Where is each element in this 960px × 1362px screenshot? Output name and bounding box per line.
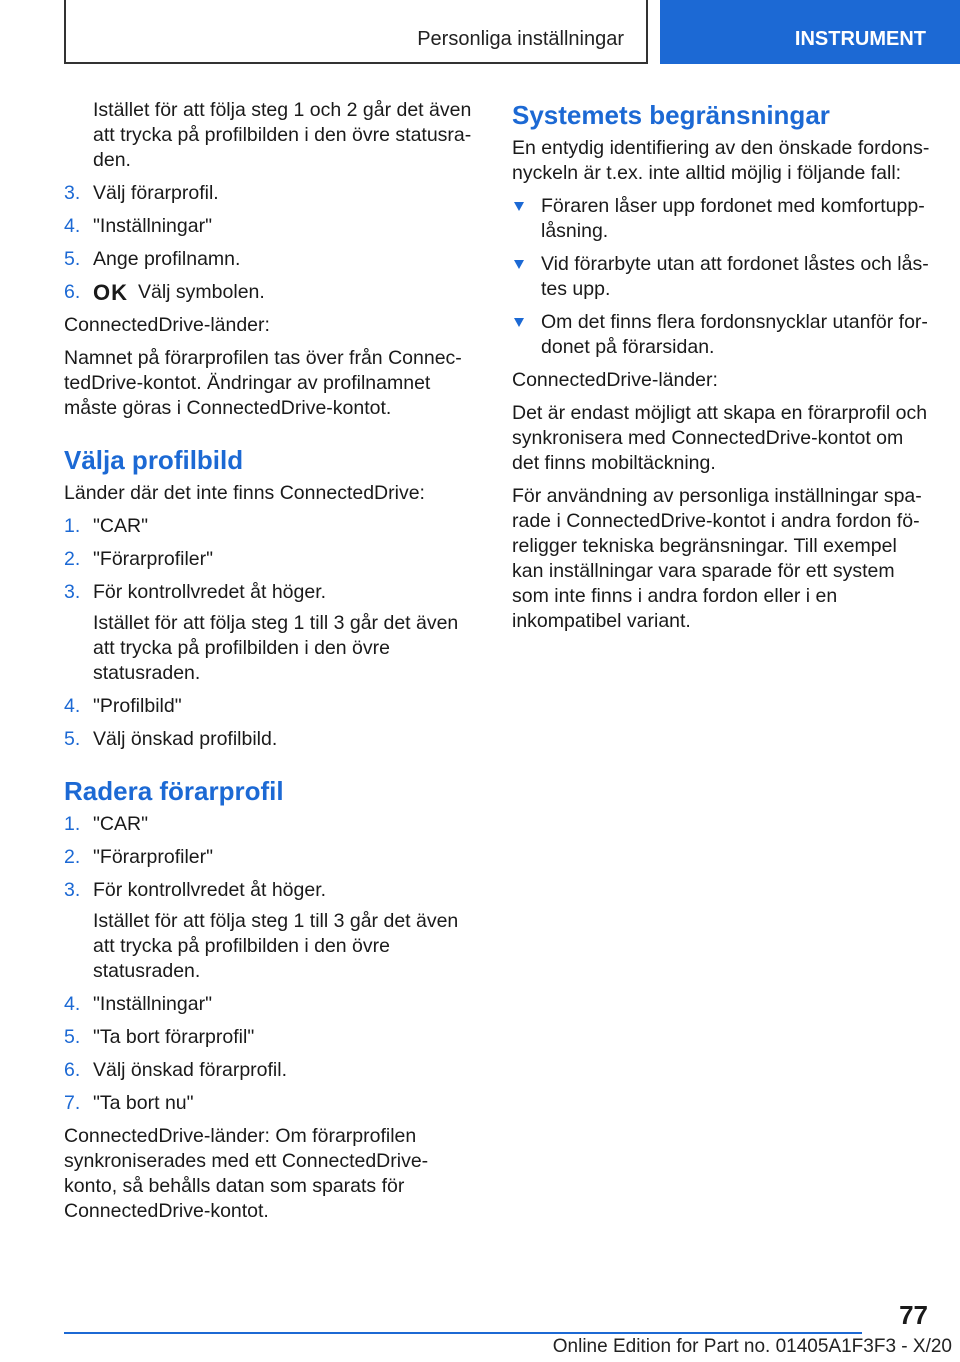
list-item — [64, 812, 478, 837]
header-chapter-tab[interactable]: INSTRUMENT — [660, 0, 960, 64]
list-item — [64, 1058, 478, 1083]
step-number: 4. — [64, 215, 81, 237]
list-item — [64, 845, 478, 870]
left-column — [64, 100, 478, 1232]
list-item — [64, 247, 478, 272]
list-item — [512, 252, 930, 302]
step-text: "Profilbild" — [93, 695, 182, 717]
step-note: Istället för att följa steg 1 till 3 går det även att trycka på profilbilden i den övre statusraden. — [93, 612, 459, 684]
step-text: Välj förarprofil. — [93, 182, 219, 204]
list-item — [64, 181, 478, 206]
step-number: 1. — [64, 515, 81, 537]
list-item — [64, 694, 478, 719]
list-item — [64, 514, 478, 539]
step-text: "CAR" — [93, 515, 149, 537]
step-number: 3. — [64, 581, 81, 603]
step-text: För kontrollvredet åt höger. — [93, 879, 327, 901]
list-item — [64, 727, 478, 752]
list-item — [512, 194, 930, 244]
section-heading-system-limits: Systemets begränsningar — [512, 100, 830, 130]
ok-icon: OK — [93, 279, 128, 305]
step-text: Välj önskad profilbild. — [93, 728, 278, 750]
footer-divider — [64, 1332, 862, 1334]
bullet-text: Föraren låser upp fordonet med komfortupplåsning. — [541, 195, 925, 242]
connecteddrive-label: ConnectedDrive-länder: — [512, 369, 718, 391]
section-heading-profile-picture: Välja profilbild — [64, 445, 244, 475]
step-number: 4. — [64, 993, 81, 1015]
paragraph: Det är endast möjligt att skapa en förarprofil och synkronisera med ConnectedDrive-kontot om det finns mobiltäckning. — [512, 402, 928, 474]
step-text: För kontrollvredet åt höger. — [93, 581, 327, 603]
step-text: Välj önskad förarprofil. — [93, 1059, 288, 1081]
step-text: "Ta bort förarprofil" — [93, 1026, 255, 1048]
paragraph: För användning av personliga inställningar sparade i ConnectedDrive-kontot i andra fordon föreligger tekniska begränsningar. Till exempel kan inställningar vara sparade för ett system som inte finns i andra fordon eller i en inkompatibel variant. — [512, 485, 922, 632]
header-section-title: Personliga inställningar — [417, 28, 624, 50]
triangle-bullet-icon — [514, 202, 524, 211]
bullet-text: Vid förarbyte utan att fordonet låstes och låstes upp. — [541, 253, 929, 300]
step-text: "Inställningar" — [93, 993, 212, 1015]
list-item — [64, 1091, 478, 1116]
step-number: 1. — [64, 813, 81, 835]
right-column — [512, 100, 930, 642]
step-note: Istället för att följa steg 1 och 2 går det även att trycka på profilbilden i den övre statusraden. — [93, 99, 472, 171]
list-item — [64, 547, 478, 572]
step-text: Ange profilnamn. — [93, 248, 241, 270]
step-number: 2. — [64, 846, 81, 868]
step-number: 7. — [64, 1092, 81, 1114]
step-number: 4. — [64, 695, 81, 717]
footer-edition: Online Edition for Part no. 01405A1F3F3 - X/20 — [552, 1336, 952, 1357]
step-text: Välj symbolen. — [138, 281, 265, 303]
bullet-text: Om det finns flera fordonsnycklar utanför fordonet på förarsidan. — [541, 311, 928, 358]
list-item — [64, 214, 478, 239]
step-text: "Inställningar" — [93, 215, 212, 237]
step-number: 2. — [64, 548, 81, 570]
step-number: 3. — [64, 879, 81, 901]
paragraph: Länder där det inte finns ConnectedDrive: — [64, 482, 425, 504]
step-note: Istället för att följa steg 1 till 3 går det även att trycka på profilbilden i den övre statusraden. — [93, 910, 459, 982]
step-number: 5. — [64, 1026, 81, 1048]
connecteddrive-label: ConnectedDrive-länder: — [64, 314, 270, 336]
list-item — [64, 580, 478, 605]
step-text: "CAR" — [93, 813, 149, 835]
list-item — [64, 878, 478, 903]
section-heading-delete-profile: Radera förarprofil — [64, 776, 284, 806]
step-number: 5. — [64, 728, 81, 750]
step-text: "Ta bort nu" — [93, 1092, 194, 1114]
header-section-box — [64, 0, 648, 64]
paragraph: ConnectedDrive-länder: Om förarprofilen synkroniserades med ett ConnectedDrive-konto, så behålls datan som sparats för ConnectedDrive-kontot. — [64, 1125, 429, 1222]
triangle-bullet-icon — [514, 318, 524, 327]
page-number: 77 — [899, 1300, 928, 1330]
list-item — [64, 992, 478, 1017]
list-item — [64, 1025, 478, 1050]
list-item — [512, 310, 930, 360]
step-number: 5. — [64, 248, 81, 270]
step-number: 3. — [64, 182, 81, 204]
list-item — [64, 280, 478, 305]
paragraph: En entydig identifiering av den önskade fordonsnyckeln är t.ex. inte alltid möjlig i följande fall: — [512, 137, 930, 184]
step-text: "Förarprofiler" — [93, 846, 214, 868]
step-number: 6. — [64, 281, 81, 303]
triangle-bullet-icon — [514, 260, 524, 269]
paragraph: Namnet på förarprofilen tas över från ConnectedDrive-kontot. Ändringar av profilnamnet måste göras i ConnectedDrive-kontot. — [64, 347, 462, 419]
step-text: "Förarprofiler" — [93, 548, 214, 570]
step-number: 6. — [64, 1059, 81, 1081]
